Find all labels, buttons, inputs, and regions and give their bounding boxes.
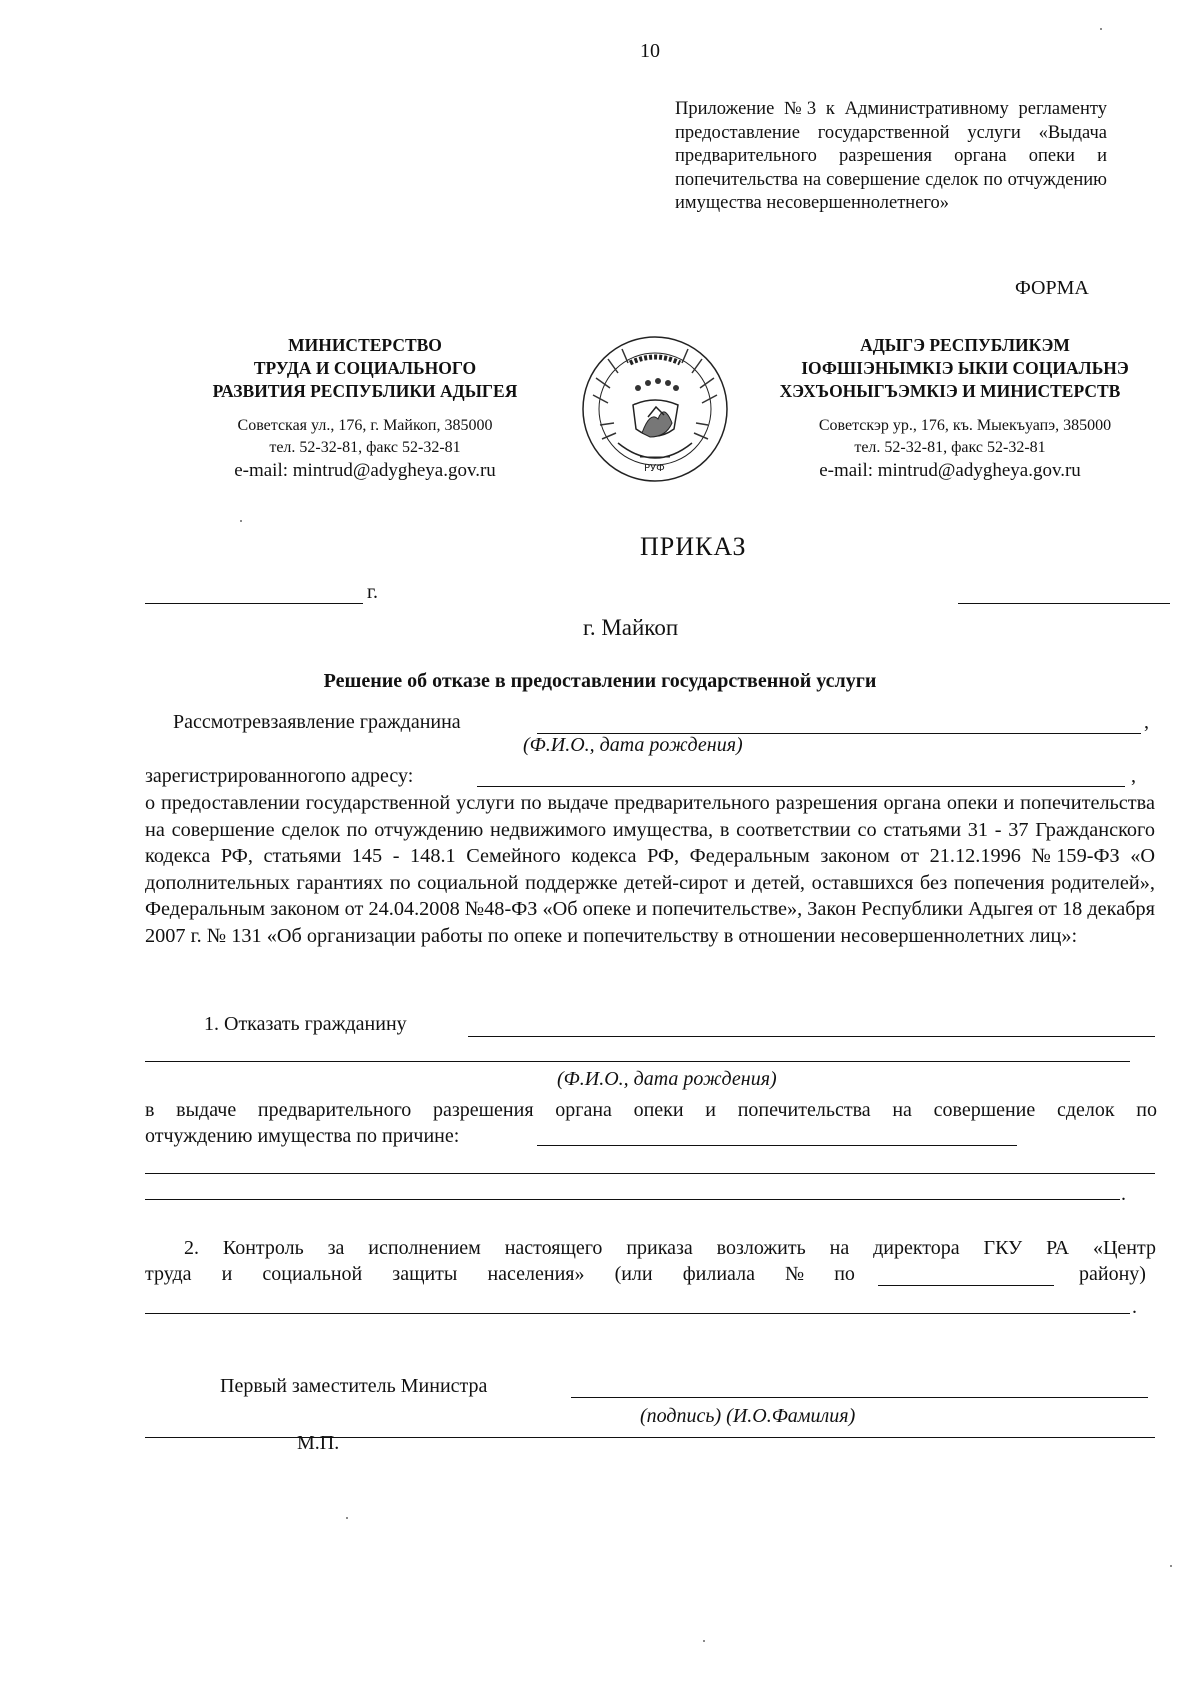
ministry-address-ady: Советскэр ур., 176, къ. Мыекъуапэ, 385000 — [818, 417, 1112, 434]
branch-number-line[interactable] — [878, 1285, 1054, 1286]
refused-citizen-line[interactable] — [468, 1036, 1155, 1037]
appendix-note: Приложение №3 к Административному регламенту предоставление государственной услуги «Выдача предварительного разрешения органа опеки и попечительства на совершение сделок по отчуждению имущества несовершеннолетнего» — [675, 99, 1107, 213]
legal-basis-paragraph: о предоставлении государственной услуги по выдаче предварительного разрешения органа опеки и попечительства на совершение сделок по отчуждению недвижимого имущества, в соответствии со статьями 31 - 37 Гражданского кодекса РФ, статьями 145 - 148.1 Семейного кодекса РФ, Федеральным законом от 21.12.1996 №159-ФЗ «О дополнительных гарантиях по социальной поддержке детей-сирот и детей, оставшихся без попечения родителей», Федеральным законом от 24.04.2008 №48-ФЗ «Об опеке и попечительстве», Закон Республики Адыгея от 18 декабря 2007 г. № 131 «Об организации работы по опеке и попечительству в отношении несовершеннолетних лиц»: — [145, 792, 1155, 947]
fio-hint-2: (Ф.И.О., дата рождения) — [557, 1068, 777, 1090]
ministry-name-ady-line3: ХЭХЪОНЫГЪЭМКIЭ И МИНИСТЕРСТВ — [779, 381, 1121, 401]
ministry-phone: тел. 52-32-81, факс 52-32-81 — [269, 439, 461, 456]
item2-period: . — [1132, 1296, 1137, 1318]
order-number-line[interactable] — [958, 603, 1170, 604]
form-label: ФОРМА — [1015, 277, 1089, 299]
item2-word: труда — [145, 1263, 192, 1285]
signer-label: Первый заместитель Министра — [220, 1375, 488, 1397]
ministry-name-ady-line2: IОФШIЭНЫМКIЭ ЫКIИ СОЦИАЛЬНЭ — [801, 358, 1129, 378]
branch-district-line[interactable] — [145, 1313, 1130, 1314]
ministry-name-line3: РАЗВИТИЯ РЕСПУБЛИКИ АДЫГЕЯ — [212, 381, 518, 401]
item2-word: и — [221, 1263, 233, 1285]
fio-hint: (Ф.И.О., дата рождения) — [523, 734, 743, 756]
city-label: г. Майкоп — [583, 615, 679, 640]
scan-speck — [1100, 28, 1102, 30]
page-number: 10 — [640, 40, 660, 62]
reason-line-2[interactable] — [145, 1173, 1155, 1174]
ministry-email-ady: e-mail: mintrud@adygheya.gov.ru — [819, 460, 1081, 481]
ministry-phone-ady: тел. 52-32-81, факс 52-32-81 — [854, 439, 1046, 456]
ministry-header-ru — [190, 334, 540, 483]
decision-title: Решение об отказе в предоставлении государственной услуги — [323, 670, 877, 692]
reason-line[interactable] — [537, 1145, 1017, 1146]
item2-word: № — [785, 1263, 805, 1285]
item2-word: филиала — [682, 1263, 755, 1285]
order-date-line[interactable] — [145, 603, 363, 604]
item2-district: району) — [1079, 1263, 1146, 1285]
reason-period: . — [1121, 1183, 1126, 1205]
scan-speck — [1170, 1565, 1172, 1567]
coat-of-arms-emblem-icon — [578, 333, 733, 485]
date-year-suffix: г. — [367, 581, 378, 603]
seal-label: М.П. — [297, 1432, 340, 1454]
reason-label: отчуждению имущества по причине: — [145, 1125, 460, 1147]
signature-line[interactable] — [571, 1397, 1148, 1398]
svg-text:РУФ: РУФ — [644, 463, 665, 474]
refusal-text: в выдаче предварительного разрешения органа опеки и попечительства на совершение сделок по — [145, 1099, 1157, 1121]
order-title: ПРИКАЗ — [640, 532, 747, 561]
line-comma: , — [1144, 711, 1149, 733]
item2-text: 2. Контроль за исполнением настоящего приказа возложить на директора ГКУ РА «Центр — [184, 1237, 1156, 1259]
address-line[interactable] — [477, 786, 1125, 787]
ministry-address: Советская ул., 176, г. Майкоп, 385000 — [237, 417, 493, 434]
item2-word: защиты — [392, 1263, 458, 1285]
registered-label: зарегистрированногопо адресу: — [145, 765, 414, 787]
item1-label: 1. Отказать гражданину — [204, 1013, 407, 1035]
scan-speck — [703, 1640, 705, 1642]
ministry-name-ady-line1: АДЫГЭ РЕСПУБЛИКЭМ — [860, 335, 1070, 355]
item2-word: по — [834, 1263, 855, 1285]
item2-word: населения» — [487, 1263, 585, 1285]
item2-line2 — [145, 1261, 855, 1287]
ministry-email: e-mail: mintrud@adygheya.gov.ru — [234, 460, 496, 481]
considered-label: Рассмотревзаявление гражданина — [173, 711, 461, 733]
ministry-name-line1: МИНИСТЕРСТВО — [288, 335, 442, 355]
ministry-header-ady — [755, 334, 1145, 483]
refused-citizen-line-2[interactable] — [145, 1061, 1130, 1062]
scan-speck — [346, 1517, 348, 1519]
item2-word: (или — [614, 1263, 653, 1285]
signature-hint: (подпись) (И.О.Фамилия) — [640, 1405, 856, 1427]
reason-line-3[interactable] — [145, 1199, 1120, 1200]
item2-word: социальной — [262, 1263, 363, 1285]
scan-speck — [240, 520, 242, 522]
address-comma: , — [1131, 765, 1136, 787]
ministry-name-line2: ТРУДА И СОЦИАЛЬНОГО — [253, 358, 477, 378]
